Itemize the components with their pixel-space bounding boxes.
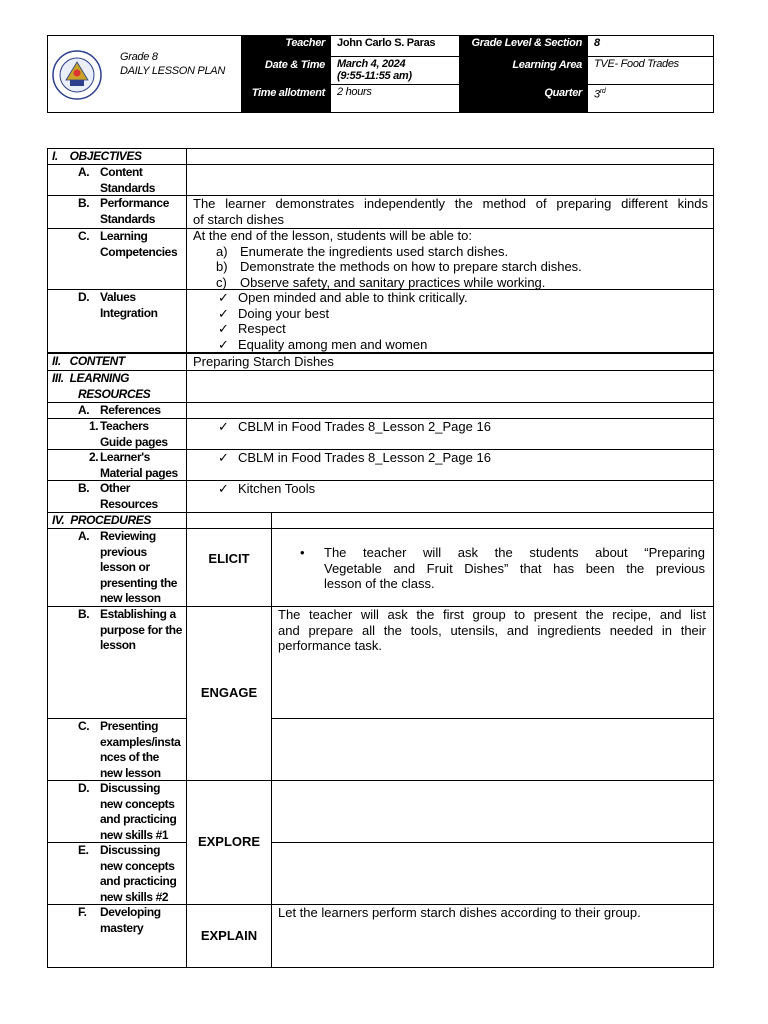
item-marker: a) — [216, 243, 228, 259]
item-text: CBLM in Food Trades 8_Lesson 2_Page 16 — [238, 419, 491, 434]
text-line: The learner demonstrates independently the method of preparing different kinds — [193, 196, 708, 211]
item-text: Open minded and able to think critically. — [238, 290, 468, 305]
learners-material-num: 2. — [89, 450, 99, 464]
label-line: Resources — [100, 496, 158, 511]
values-item — [218, 337, 708, 353]
grade-text: Grade 8 — [120, 51, 158, 63]
item-text: Doing your best — [238, 305, 330, 321]
check-icon: ✓ — [218, 305, 229, 321]
item-text: Observe safety, and sanitary practices while working. — [240, 274, 546, 290]
label-line: Discussing — [100, 843, 161, 857]
label-line: Standards — [100, 180, 156, 195]
content-text: Preparing Starch Dishes — [193, 354, 334, 369]
table-border-left — [47, 148, 48, 968]
phase-explain: EXPLAIN — [200, 928, 258, 943]
phase-elicit: ELICIT — [208, 551, 250, 566]
item-marker: b) — [216, 259, 228, 274]
procedure-b-text — [278, 607, 706, 654]
other-resources-letter: B. — [78, 481, 90, 495]
learners-material-item — [218, 450, 491, 466]
procedure-d-label — [100, 781, 176, 843]
label-line: Competencies — [100, 244, 178, 259]
item-text: Kitchen Tools — [238, 481, 316, 496]
phase-engage: ENGAGE — [200, 685, 258, 700]
content-standards-label — [100, 165, 155, 196]
label-line: Developing — [100, 905, 161, 919]
procedure-a-letter: A. — [78, 529, 90, 543]
row-line — [271, 842, 714, 843]
values-list — [218, 290, 708, 352]
procedure-e-label — [100, 843, 176, 905]
text-line: performance task. — [278, 638, 383, 653]
date-label: Date & Time — [241, 57, 331, 85]
header-title — [120, 50, 225, 78]
label-line: new concepts — [100, 858, 175, 873]
label-line: previous — [100, 544, 147, 559]
label-line: and practicing — [100, 812, 177, 826]
teacher-label: Teacher — [241, 35, 331, 57]
item-text: Respect — [238, 321, 286, 336]
item-text: CBLM in Food Trades 8_Lesson 2_Page 16 — [238, 450, 491, 465]
label-line: new concepts — [100, 796, 175, 811]
competency-item — [193, 244, 708, 260]
references-letter: A. — [78, 403, 90, 417]
text-line: The teacher will ask the students about “Preparing — [324, 545, 705, 560]
text-line: of starch dishes — [193, 211, 285, 227]
learning-competencies-label — [100, 229, 177, 260]
phase-column-divider — [271, 512, 272, 968]
procedure-f-text: Let the learners perform starch dishes according to their group. — [278, 905, 641, 920]
references-label: References — [100, 403, 161, 417]
performance-standards-letter: B. — [78, 196, 90, 210]
performance-standards-text — [193, 196, 708, 227]
label-line: new skills #2 — [100, 889, 169, 904]
quarter-suffix: rd — [599, 88, 606, 95]
heading-line: RESOURCES — [78, 386, 151, 401]
label-line: Standards — [100, 211, 156, 226]
values-item — [218, 321, 708, 337]
label-line: Integration — [100, 305, 158, 320]
label-line: Other — [100, 481, 131, 495]
quarter-value — [588, 85, 714, 112]
learning-competencies-text — [193, 228, 708, 290]
other-resources-item — [218, 481, 315, 497]
item-marker: c) — [216, 274, 227, 290]
procedure-a-label — [100, 529, 177, 607]
plan-title: DAILY LESSON PLAN — [120, 65, 225, 77]
procedure-f-label — [100, 905, 161, 936]
quarter-number: 3 — [594, 88, 600, 101]
competency-item — [193, 275, 708, 291]
learning-area-label: Learning Area — [459, 57, 588, 85]
label-line: Learning — [100, 229, 148, 243]
procedure-f-letter: F. — [78, 905, 87, 919]
procedure-a-text — [300, 545, 705, 592]
grade-section-value: 8 — [588, 35, 714, 57]
date-value — [331, 57, 459, 85]
row-line — [271, 718, 714, 719]
item-text: Demonstrate the methods on how to prepare starch dishes. — [240, 259, 582, 274]
procedure-c-letter: C. — [78, 719, 90, 733]
time-allotment-label: Time allotment — [241, 85, 331, 112]
intro-line: At the end of the lesson, students will be able to: — [193, 228, 472, 243]
content-standards-letter: A. — [78, 165, 90, 179]
label-line: purpose for the — [100, 622, 183, 637]
label-line: Material pages — [100, 465, 178, 480]
text-line: The teacher will ask the first group to present the recipe, and list — [278, 607, 706, 622]
procedure-e-letter: E. — [78, 843, 89, 857]
label-line: Reviewing — [100, 529, 156, 543]
label-line: Presenting — [100, 719, 159, 733]
table-border-bottom — [47, 967, 714, 968]
label-line: Content — [100, 165, 143, 179]
check-icon: ✓ — [218, 290, 229, 305]
phase-explore: EXPLORE — [197, 834, 261, 849]
learning-area-value: TVE- Food Trades — [588, 57, 714, 85]
bullet-icon: • — [300, 545, 305, 560]
teachers-guide-num: 1. — [89, 419, 99, 433]
quarter-label: Quarter — [459, 85, 588, 112]
values-integration-label — [100, 290, 158, 321]
objectives-heading: I. OBJECTIVES — [52, 149, 142, 163]
other-resources-label — [100, 481, 158, 512]
label-line: examples/insta — [100, 734, 181, 749]
performance-standards-label — [100, 196, 169, 227]
item-text: Equality among men and women — [238, 336, 428, 352]
table-border-right — [713, 148, 714, 968]
learning-competencies-letter: C. — [78, 229, 90, 243]
check-icon: ✓ — [218, 481, 229, 496]
values-item — [218, 290, 708, 306]
procedures-heading: IV. PROCEDURES — [52, 513, 151, 527]
resources-heading — [52, 371, 150, 402]
procedure-b-label — [100, 607, 182, 654]
label-line: Values — [100, 290, 136, 304]
label-line: Guide pages — [100, 434, 168, 449]
label-line: Learner's — [100, 450, 150, 464]
text-line: Vegetable and Fruit Dishes” that has been the previous — [324, 560, 705, 576]
teachers-guide-label — [100, 419, 168, 450]
label-line: new lesson — [100, 591, 161, 605]
label-line: presenting the — [100, 575, 178, 590]
check-icon: ✓ — [218, 450, 229, 465]
check-icon: ✓ — [218, 336, 229, 352]
label-line: mastery — [100, 920, 144, 935]
procedure-d-letter: D. — [78, 781, 90, 795]
table-border-top — [47, 148, 714, 149]
check-icon: ✓ — [218, 321, 229, 336]
text-line: lesson of the class. — [324, 576, 435, 591]
label-line: Establishing a — [100, 607, 176, 621]
row-line — [47, 352, 714, 354]
competency-item — [193, 259, 708, 275]
date-text: March 4, 2024 — [337, 58, 406, 70]
label-line: Performance — [100, 196, 169, 210]
label-line: nces of the — [100, 750, 159, 764]
label-line: and practicing — [100, 874, 177, 888]
check-icon: ✓ — [218, 419, 229, 434]
teacher-value: John Carlo S. Paras — [331, 35, 459, 57]
time-allotment-value: 2 hours — [337, 86, 372, 98]
label-line: Discussing — [100, 781, 161, 795]
procedure-b-letter: B. — [78, 607, 90, 621]
label-line: lesson — [100, 638, 136, 652]
text-line: and prepare all the tools, utensils, and ingredients needed in their — [278, 622, 706, 638]
label-line: Teachers — [100, 419, 149, 433]
values-item — [218, 306, 708, 322]
label-line: new lesson — [100, 765, 161, 780]
content-heading: II. CONTENT — [52, 354, 125, 368]
label-line: new skills #1 — [100, 827, 169, 842]
time-text: (9:55-11:55 am) — [337, 70, 412, 82]
item-text: Enumerate the ingredients used starch dishes. — [240, 243, 509, 259]
teachers-guide-item — [218, 419, 491, 435]
label-line: lesson or — [100, 560, 150, 574]
learners-material-label — [100, 450, 178, 481]
procedure-c-label — [100, 719, 180, 781]
deped-seal-logo — [52, 50, 102, 100]
heading-line: III. LEARNING — [52, 371, 130, 385]
grade-section-label: Grade Level & Section — [459, 35, 588, 57]
values-integration-letter: D. — [78, 290, 90, 304]
